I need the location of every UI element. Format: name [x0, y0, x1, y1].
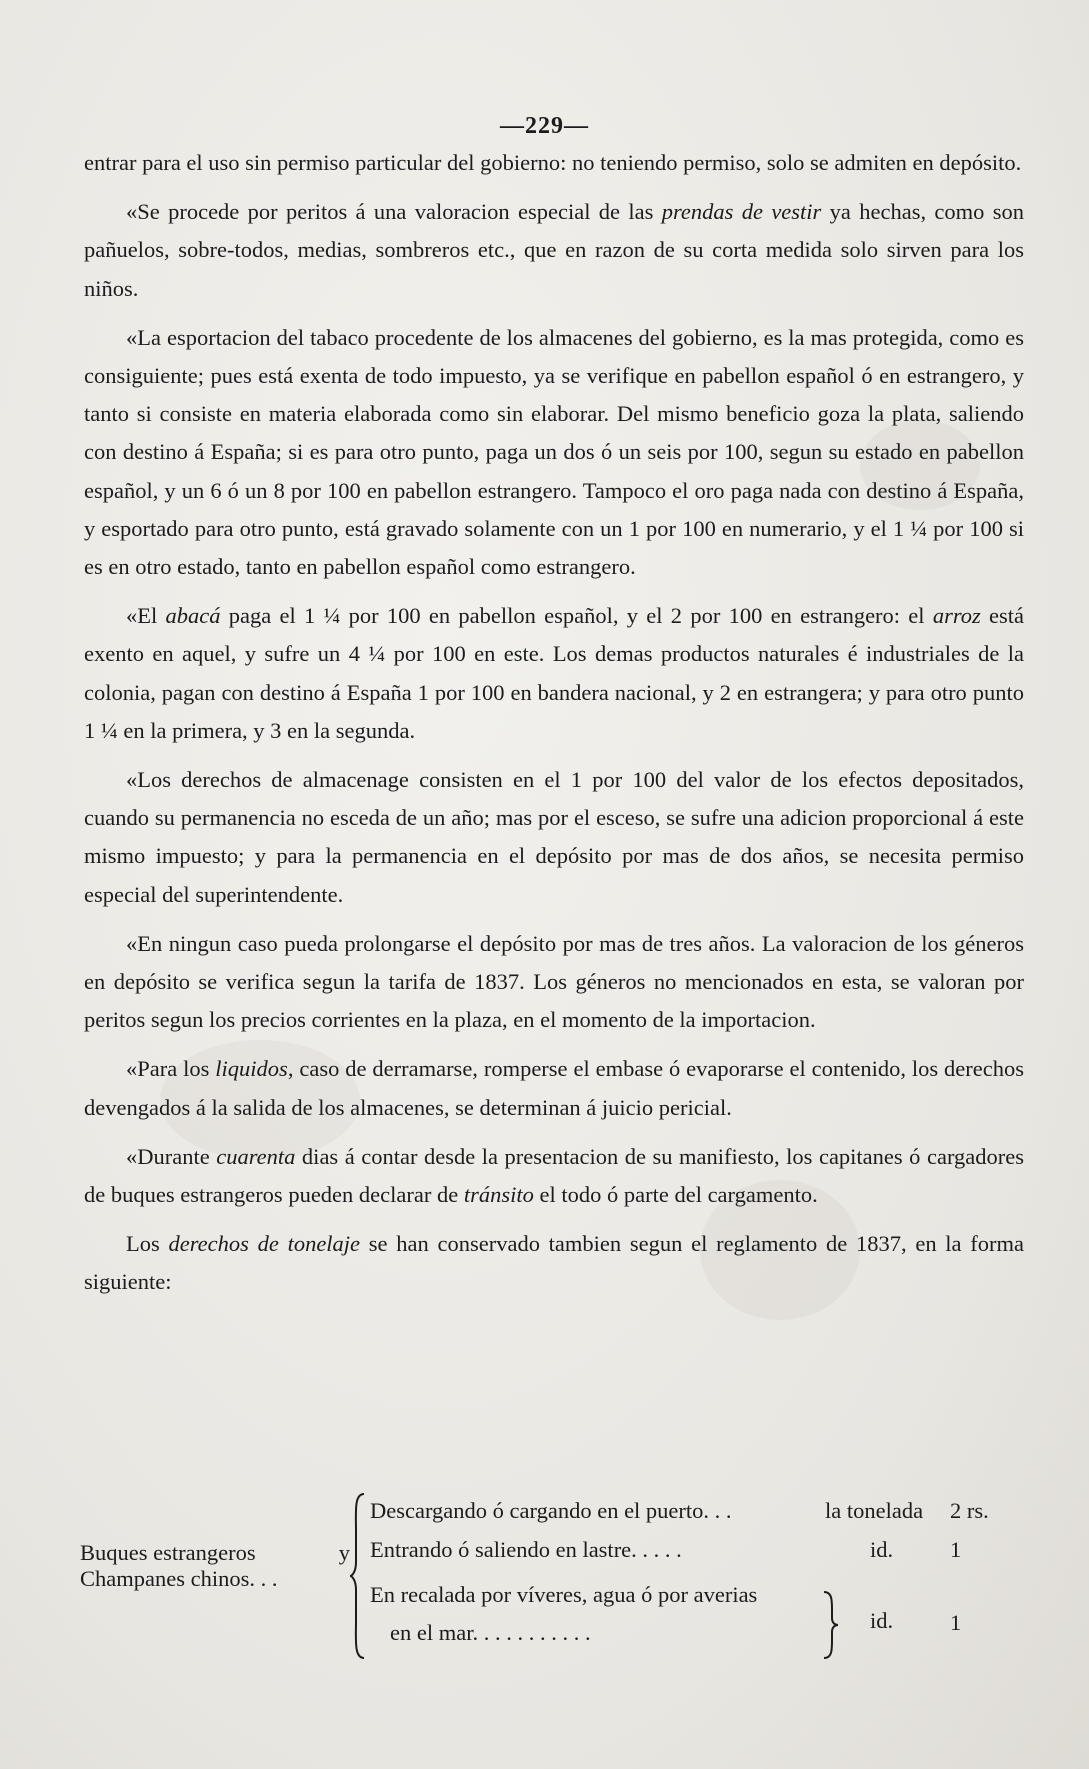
- tonnage-row: [370, 1498, 1025, 1528]
- paragraph-9-rest: se han conservado tambien segun el reglamento de 1837, en la forma siguiente:: [84, 1231, 1024, 1295]
- paragraph-7-start: «Para los: [126, 1056, 216, 1082]
- tonnage-row-desc: En recalada por víveres, agua ó por averias: [370, 1582, 758, 1607]
- paragraph-8-start: «Durante: [126, 1143, 217, 1169]
- tonnage-row: [370, 1582, 1025, 1612]
- tonnage-row-rate: la tonelada: [825, 1498, 924, 1523]
- tonnage-table: [80, 1492, 1025, 1662]
- paragraph-2-rest: ya hechas, como son pañuelos, sobre-todos, medias, sombreros etc., que en razon de su corta medida solo sirven para los niños.: [84, 199, 1025, 301]
- tonnage-row-desc: Entrando ó saliendo en lastre. . . . .: [370, 1537, 682, 1562]
- vessel-type-line-1-conj: y: [338, 1540, 350, 1565]
- paragraph-4-italic-2: arroz: [932, 603, 981, 629]
- paragraph-2-italic: prendas de vestir: [661, 199, 822, 225]
- paragraph-8-italic-1: cuarenta: [216, 1143, 296, 1169]
- tonnage-row-amount: 1: [950, 1537, 962, 1562]
- tonnage-row-amount: 2 rs.: [950, 1498, 989, 1523]
- paragraph-8-rest: el todo ó parte del cargamento.: [533, 1182, 818, 1208]
- paragraph-3: «La esportacion del tabaco procedente de los almacenes del gobierno, es la mas protegida, como es consiguiente; pues está exenta de todo impuesto, ya se verifique en pabellon español ó en estrangero, y tanto si consiste en materia elaborada como sin elaborar. Del mismo beneficio goza la plata, saliendo con destino á España; si es para otro punto, paga un dos ó un seis por 100, segun su estado en pabellon español, y un 6 ó un 8 por 100 en pabellon estrangero. Tampoco el oro paga nada con destino á España, y esportado para otro punto, está gravado solamente con un 1 por 100 en numerario, y el 1 ¼ por 100 si es en otro estado, tanto en pabellon español como estrangero.: [84, 324, 1024, 580]
- tonnage-row-rate: id.: [870, 1608, 894, 1633]
- paragraph-8-italic-2: tránsito: [463, 1182, 534, 1208]
- paragraph-6: «En ningun caso pueda prolongarse el depósito por mas de tres años. La valoracion de los géneros en depósito se verifica segun la tarifa de 1837. Los géneros no mencionados en esta, se valoran por peritos segun los precios corrientes en la plaza, en el momento de la importacion.: [84, 930, 1024, 1033]
- vessel-type-line-1-text: Buques estrangeros: [80, 1540, 256, 1565]
- paragraph-9-italic: derechos de tonelaje: [168, 1231, 361, 1257]
- paragraph-4-italic-1: abacá: [165, 603, 221, 629]
- paragraph-8: [84, 1138, 1024, 1214]
- paragraph-4: [84, 597, 1024, 750]
- paragraph-2-start: «Se procede por peritos á una valoracion especial de las: [126, 199, 662, 225]
- tonnage-row-amount: 1: [950, 1610, 962, 1635]
- paragraph-1: entrar para el uso sin permiso particular del gobierno: no teniendo permiso, solo se admiten en depósito.: [84, 150, 1022, 175]
- right-brace-icon: [820, 1590, 840, 1660]
- tonnage-row-rate: id.: [870, 1537, 894, 1562]
- paragraph-8-mid: dias á contar desde la presentacion de su manifiesto, los capitanes ó cargadores de buques estrangeros pueden declarar de: [84, 1143, 1024, 1208]
- vessel-type-label: [80, 1540, 350, 1592]
- tonnage-row: [370, 1608, 1025, 1650]
- page-number: —229—: [500, 113, 589, 139]
- paragraph-7: [84, 1050, 1024, 1126]
- paragraph-9-start: Los: [126, 1231, 169, 1257]
- vessel-type-line-1: [80, 1540, 350, 1566]
- paragraph-9: [84, 1225, 1024, 1301]
- paragraph-4-mid: paga el 1 ¼ por 100 en pabellon español, y el 2 por 100 en estrangero: el: [220, 603, 933, 629]
- paragraph-4-rest: está exento en aquel, y sufre un 4 ¼ por 100 en este. Los demas productos naturales é industriales de la colonia, pagan con destino á España 1 por 100 en bandera nacional, y 2 en estrangera; y para otro punto 1 ¼ en la primera, y 3 en la segunda.: [84, 603, 1024, 743]
- paragraph-5: «Los derechos de almacenage consisten en el 1 por 100 del valor de los efectos depositados, cuando su permanencia no esceda de un año; mas por el esceso, se sufre una adicion proporcional á este mismo impuesto; y para la permanencia en el depósito por mas de dos años, se necesita permiso especial del superintendente.: [84, 767, 1024, 907]
- paragraph-7-rest: , caso de derramarse, romperse el embase ó evaporarse el contenido, los derechos devengados á la salida de los almacenes, se determinan á juicio pericial.: [84, 1056, 1024, 1120]
- tonnage-row: [370, 1537, 1025, 1567]
- tonnage-row-desc: en el mar. . . . . . . . . . .: [390, 1620, 591, 1645]
- paragraph-4-start: «El: [126, 603, 166, 629]
- left-brace-icon: [348, 1492, 368, 1660]
- paragraph-2: [84, 193, 1024, 308]
- paragraph-7-italic: liquidos: [215, 1056, 288, 1082]
- tonnage-row-desc: Descargando ó cargando en el puerto. . .: [370, 1498, 732, 1523]
- body-text: [84, 144, 1024, 1313]
- vessel-type-line-2: Champanes chinos. . .: [80, 1566, 278, 1591]
